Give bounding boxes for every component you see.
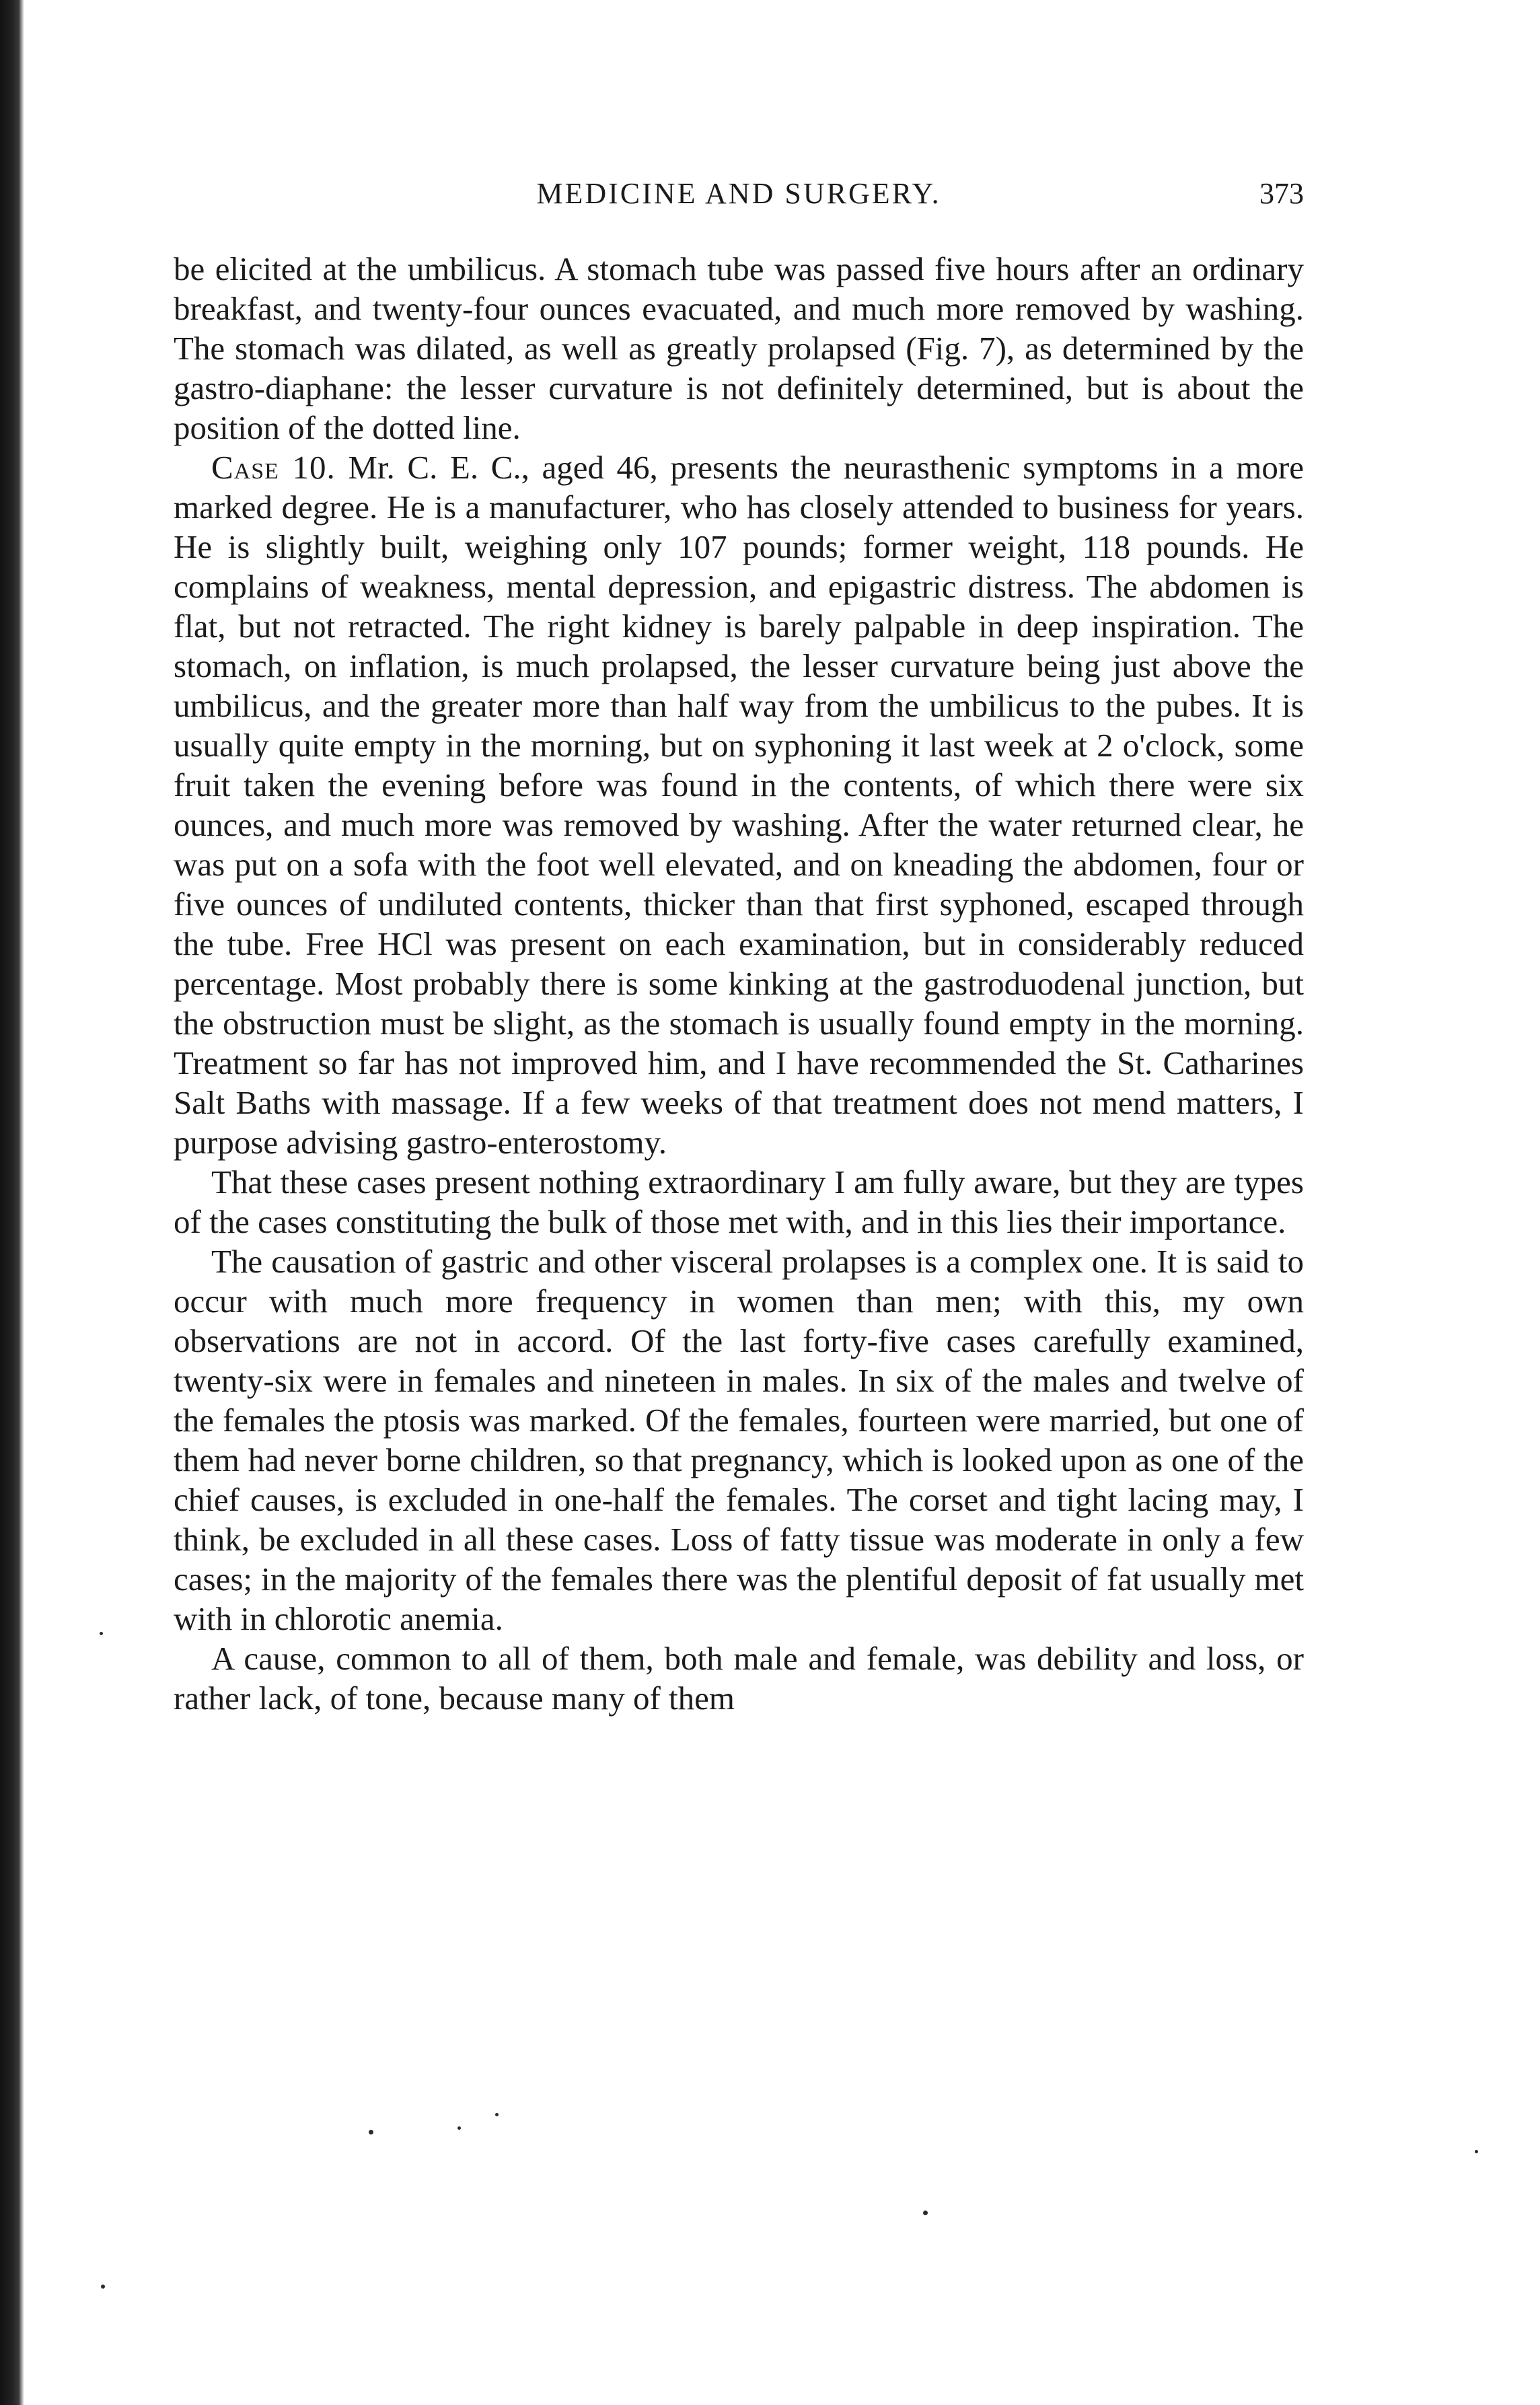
scan-speck [100, 1632, 103, 1635]
book-page [174, 168, 1304, 2187]
paragraph: A cause, common to all of them, both male and female, was debility and loss, or rather lack, of tone, because many of them [174, 1640, 1304, 1717]
scan-speck [101, 2285, 105, 2289]
running-title: MEDICINE AND SURGERY. [536, 177, 941, 210]
case-label: Case 10. [211, 449, 336, 486]
page-number: 373 [1259, 177, 1304, 210]
paragraph: That these cases present nothing extraordinary I am fully aware, but they are types of the cases constituting the bulk of those met with, and in this lies their importance. [174, 1163, 1304, 1240]
paragraph [174, 447, 1304, 1162]
paragraph: The causation of gastric and other visceral prolapses is a complex one. It is said to occur with much more frequency in women than men; with this, my own observations are not in accord. Of the last forty-five cases carefully examined, twenty-six were in females and nineteen in males. In six of the males and twelve of the females the ptosis was marked. Of the females, fourteen were married, but one of them had never borne children, so that pregnancy, which is looked upon as one of the chief causes, is excluded in one-half the females. The corset and tight lacing may, I think, be excluded in all these cases. Loss of fatty tissue was moderate in only a few cases; in the majority of the females there was the plentiful deposit of fat usually met with in chlorotic anemia. [174, 1243, 1304, 1637]
scan-speck [923, 2211, 928, 2215]
book-spine-shadow [0, 0, 24, 2405]
running-head [174, 168, 1304, 249]
scan-speck [1475, 2150, 1478, 2153]
paragraph-body: Mr. C. E. C., aged 46, presents the neurasthenic symptoms in a more marked degree. He is a manufacturer, who has closely attended to business for years. He is slightly built, weighing only 107 pounds; former weight, 118 pounds. He complains of weakness, mental depression, and epigastric distress. The abdomen is flat, but not retracted. The right kidney is barely palpable in deep inspiration. The stomach, on inflation, is much prolapsed, the lesser curvature being just above the umbilicus, and the greater more than half way from the umbilicus to the pubes. It is usually quite empty in the morning, but on syphoning it last week at 2 o'clock, some fruit taken the evening before was found in the contents, of which there were six ounces, and much more was removed by washing. After the water returned clear, he was put on a sofa with the foot well elevated, and on kneading the abdomen, four or five ounces of undiluted contents, thicker than that first syphoned, escaped through the tube. Free HCl was present on each examination, but in considerably reduced percentage. Most probably there is some kinking at the gastroduodenal junction, but the obstruction must be slight, as the stomach is usually found empty in the morning. Treatment so far has not improved him, and I have recommended the St. Catharines Salt Baths with massage. If a few weeks of that treatment does not mend matters, I purpose advising gastro-enterostomy. [174, 449, 1304, 1161]
body-text [174, 249, 1304, 1718]
paragraph: be elicited at the umbilicus. A stomach tube was passed five hours after an ordinary breakfast, and twenty-four ounces evacuated, and much more removed by washing. The stomach was dilated, as well as greatly prolapsed (Fig. 7), as determined by the gastro-diaphane: the lesser curvature is not definitely determined, but is about the position of the dotted line. [174, 250, 1304, 446]
